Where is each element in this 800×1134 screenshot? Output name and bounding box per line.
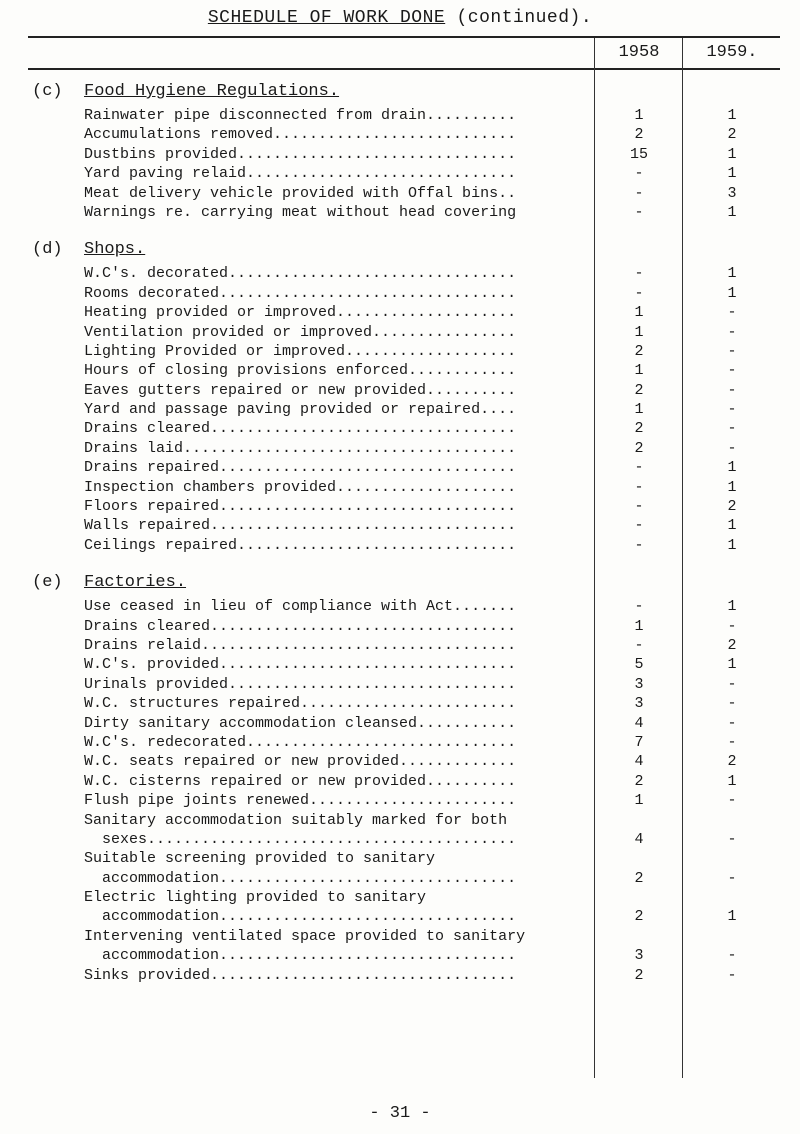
row-label: Yard and passage paving provided or repaired.... [84, 401, 517, 419]
row-label: Use ceased in lieu of compliance with Act....... [84, 598, 517, 616]
value-1959: 1 [727, 598, 737, 616]
section-letter: (c) [32, 82, 63, 101]
row-label: Urinals provided................................ [84, 675, 517, 693]
value-1958: - [634, 478, 644, 496]
value-1958: - [634, 165, 644, 183]
row-label: W.C's. provided................................. [84, 656, 517, 674]
table-row [0, 907, 800, 926]
value-1959: 1 [727, 107, 737, 124]
table-row [0, 381, 800, 400]
row-label: accommodation................................. [84, 947, 517, 965]
row-label: Intervening ventilated space provided to sanitary [84, 927, 526, 945]
value-1958: 3 [634, 947, 644, 965]
section-heading [0, 569, 800, 597]
row-label: Hours of closing provisions enforced............ [84, 362, 517, 380]
row-label: Rooms decorated................................. [84, 284, 517, 302]
value-1958: - [634, 536, 644, 554]
section [0, 78, 800, 222]
value-1959: - [727, 439, 737, 457]
table-row [0, 145, 800, 164]
value-1959: - [727, 869, 737, 887]
header-rule [28, 68, 780, 70]
table-row [0, 419, 800, 438]
value-1959: - [727, 342, 737, 360]
table-row [0, 303, 800, 322]
value-1958: 2 [634, 772, 644, 790]
value-1959: 2 [727, 753, 737, 771]
value-1959: 1 [727, 536, 737, 554]
value-1959: 1 [727, 284, 737, 302]
value-1959: - [727, 675, 737, 693]
row-label: Drains repaired................................. [84, 459, 517, 477]
value-1958: 1 [634, 617, 644, 635]
value-1958: 2 [634, 126, 644, 144]
table-row [0, 597, 800, 616]
section-title: Food Hygiene Regulations. [84, 82, 340, 101]
table-row [0, 752, 800, 771]
value-1959: 1 [727, 165, 737, 183]
value-1959: - [727, 304, 737, 322]
value-1959: - [727, 830, 737, 848]
row-label: Drains cleared.................................. [84, 617, 517, 635]
column-header-1958: 1958 [618, 43, 660, 62]
value-1959: - [727, 381, 737, 399]
value-1958: - [634, 203, 644, 221]
value-1959: 1 [727, 203, 737, 221]
value-1958: 2 [634, 908, 644, 926]
row-label: Lighting Provided or improved................... [84, 342, 517, 360]
value-1959: 1 [727, 656, 737, 674]
row-label: W.C. cisterns repaired or new provided.......... [84, 772, 517, 790]
page-title-main: SCHEDULE OF WORK DONE [207, 8, 446, 28]
table-row [0, 203, 800, 222]
value-1959: 3 [727, 184, 737, 202]
section-title: Factories. [84, 573, 187, 593]
row-label: Accumulations removed........................... [84, 126, 517, 144]
table-row [0, 655, 800, 674]
value-1958: 1 [634, 107, 644, 124]
table-row [0, 772, 800, 791]
value-1959: - [727, 617, 737, 635]
value-1958: - [634, 598, 644, 616]
value-1959: - [727, 966, 737, 984]
column-header-1959: 1959. [706, 43, 758, 62]
row-label: W.C. seats repaired or new provided............. [84, 753, 517, 771]
table-row [0, 830, 800, 849]
table-row [0, 458, 800, 477]
table-row [0, 714, 800, 733]
section-letter: (d) [32, 240, 63, 260]
table-row [0, 400, 800, 419]
value-1959: 2 [727, 498, 737, 516]
row-label: Suitable screening provided to sanitary [84, 850, 436, 868]
row-label: Ceilings repaired............................... [84, 536, 517, 554]
value-1958: 2 [634, 439, 644, 457]
table-row [0, 106, 800, 125]
top-rule [28, 36, 780, 38]
value-1959: 1 [727, 459, 737, 477]
row-label: Rainwater pipe disconnected from drain.......... [84, 107, 517, 124]
section [0, 236, 800, 555]
value-1958: 1 [634, 304, 644, 322]
value-1958: - [634, 517, 644, 535]
value-1959: 1 [727, 517, 737, 535]
table-row [0, 264, 800, 283]
row-label: Dustbins provided............................... [84, 145, 517, 163]
table-row [0, 516, 800, 535]
section-heading [0, 78, 800, 106]
row-label: Heating provided or improved.................... [84, 304, 517, 322]
section-gap [0, 555, 800, 569]
table-row [0, 617, 800, 636]
value-1958: - [634, 265, 644, 283]
value-1959: - [727, 420, 737, 438]
value-1958: 15 [629, 145, 648, 163]
table-row [0, 125, 800, 144]
value-1958: 5 [634, 656, 644, 674]
section-gap [0, 222, 800, 236]
row-label: Ventilation provided or improved................ [84, 323, 517, 341]
table-row [0, 849, 800, 868]
table-row [0, 361, 800, 380]
section-heading [0, 236, 800, 264]
row-label: Drains laid..................................... [84, 439, 517, 457]
table-row [0, 946, 800, 965]
row-label: Inspection chambers provided.................... [84, 478, 517, 496]
row-label: Eaves gutters repaired or new provided.......... [84, 381, 517, 399]
value-1959: 1 [727, 772, 737, 790]
row-label: accommodation................................. [84, 869, 517, 887]
table-row [0, 966, 800, 985]
value-1958: 3 [634, 675, 644, 693]
row-label: accommodation................................. [84, 908, 517, 926]
value-1959: - [727, 362, 737, 380]
value-1959: - [727, 323, 737, 341]
value-1958: 2 [634, 420, 644, 438]
row-label: Sinks provided.................................. [84, 966, 517, 984]
value-1958: 2 [634, 381, 644, 399]
page-title-suffix: (continued). [445, 8, 593, 28]
row-label: Drains relaid................................... [84, 636, 517, 654]
row-label: Electric lighting provided to sanitary [84, 889, 427, 907]
value-1959: - [727, 947, 737, 965]
table-row [0, 733, 800, 752]
table-row [0, 439, 800, 458]
value-1959: - [727, 733, 737, 751]
row-label: Yard paving relaid.............................. [84, 165, 517, 183]
value-1959: 1 [727, 265, 737, 283]
table-row [0, 478, 800, 497]
value-1958: 1 [634, 792, 644, 810]
row-label: Dirty sanitary accommodation cleansed........... [84, 714, 517, 732]
row-label: Walls repaired.................................. [84, 517, 517, 535]
value-1958: 4 [634, 830, 644, 848]
page-number: - 31 - [369, 1104, 431, 1123]
value-1958: 2 [634, 966, 644, 984]
row-label: W.C's. decorated................................ [84, 265, 517, 283]
value-1959: - [727, 714, 737, 732]
value-1958: 2 [634, 869, 644, 887]
row-label: Flush pipe joints renewed....................... [84, 792, 517, 810]
page-title [0, 8, 800, 28]
table-row [0, 694, 800, 713]
value-1959: 1 [727, 478, 737, 496]
row-label: Sanitary accommodation suitably marked for both [84, 811, 508, 829]
table-row [0, 811, 800, 830]
value-1958: - [634, 498, 644, 516]
value-1958: 7 [634, 733, 644, 751]
table-row [0, 791, 800, 810]
table-row [0, 888, 800, 907]
value-1958: 1 [634, 362, 644, 380]
table-row [0, 164, 800, 183]
table-row [0, 497, 800, 516]
value-1958: 1 [634, 323, 644, 341]
value-1958: - [634, 636, 644, 654]
table-row [0, 636, 800, 655]
row-label: Floors repaired................................. [84, 498, 517, 516]
table-row [0, 184, 800, 203]
table-row [0, 284, 800, 303]
row-label: Warnings re. carrying meat without head covering [84, 203, 517, 221]
section [0, 569, 800, 985]
row-label: sexes......................................... [84, 830, 517, 848]
section-title: Shops. [84, 240, 146, 260]
value-1959: 2 [727, 126, 737, 144]
value-1959: 1 [727, 908, 737, 926]
value-1959: 2 [727, 636, 737, 654]
row-label: W.C's. redecorated.............................. [84, 733, 517, 751]
value-1958: 2 [634, 342, 644, 360]
value-1959: - [727, 792, 737, 810]
value-1958: - [634, 184, 644, 202]
row-label: Meat delivery vehicle provided with Offal bins.. [84, 184, 517, 202]
row-label: W.C. structures repaired........................ [84, 695, 517, 713]
value-1959: - [727, 401, 737, 419]
schedule-table [0, 78, 800, 985]
value-1958: - [634, 459, 644, 477]
table-row [0, 536, 800, 555]
table-row [0, 323, 800, 342]
row-label: Drains cleared.................................. [84, 420, 517, 438]
table-row [0, 869, 800, 888]
value-1958: 1 [634, 401, 644, 419]
value-1959: - [727, 695, 737, 713]
table-row [0, 927, 800, 946]
section-letter: (e) [32, 573, 63, 593]
value-1958: 4 [634, 714, 644, 732]
table-row [0, 675, 800, 694]
table-row [0, 342, 800, 361]
value-1959: 1 [727, 145, 737, 163]
value-1958: - [634, 284, 644, 302]
value-1958: 4 [634, 753, 644, 771]
value-1958: 3 [634, 695, 644, 713]
